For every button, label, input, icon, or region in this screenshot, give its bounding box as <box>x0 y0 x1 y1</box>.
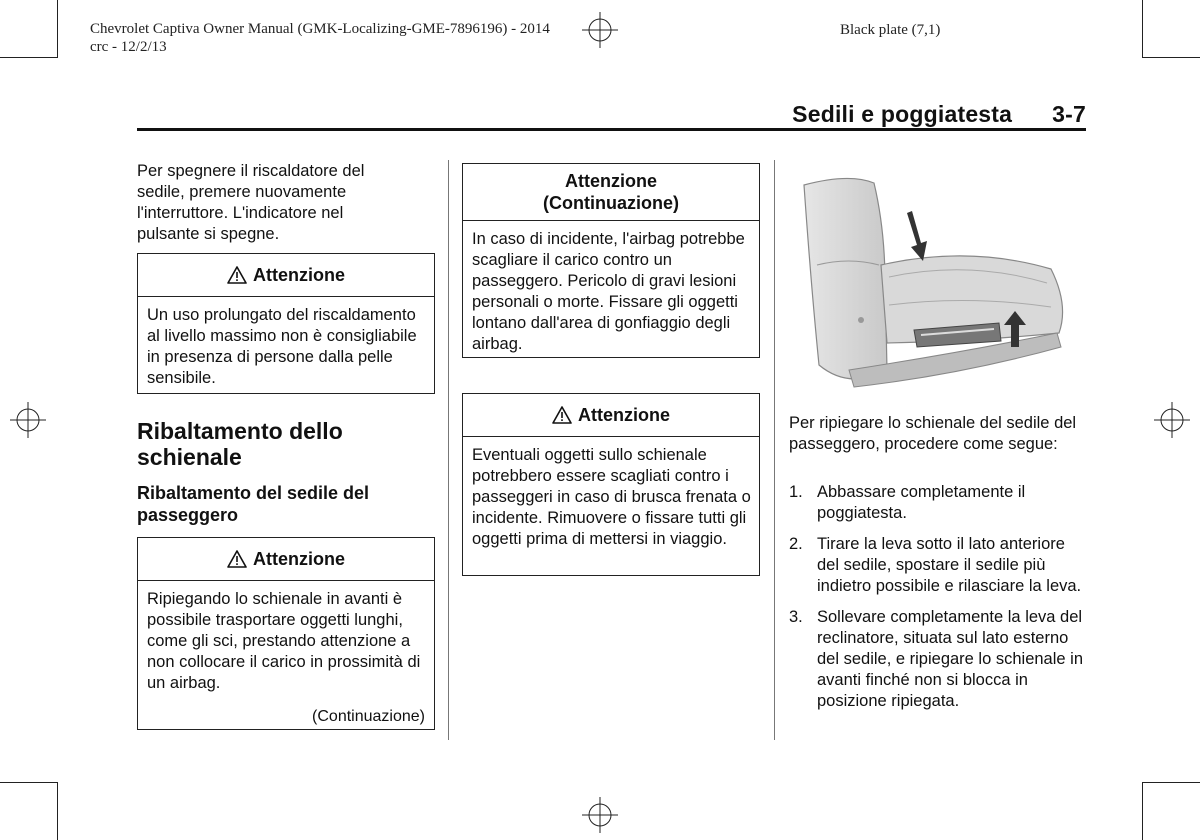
crop-mark <box>0 57 58 58</box>
section-header <box>792 101 1086 128</box>
subsection-heading-text: Ribaltamento del sedile del passeggero <box>137 483 370 525</box>
warning-heading: Attenzione <box>138 254 434 297</box>
print-header-date: crc - 12/2/13 <box>90 39 167 55</box>
list-item: 2. Tirare la leva sotto il lato anteriore del sedile, spostare il sedile più indietro possibile e rilasciare la leva. <box>789 535 1082 595</box>
instructions-intro: Per ripiegare lo schienale del sedile del passeggero, procedere come segue: <box>789 414 1077 453</box>
warning-triangle-icon <box>227 550 247 568</box>
crop-mark <box>1142 782 1143 840</box>
subsection-heading <box>137 482 427 526</box>
intro-paragraph: Per spegnere il riscaldatore del sedile, premere nuovamente l'interruttore. L'indicatore nel pulsante si spegne. <box>137 162 365 243</box>
crop-mark <box>0 782 58 783</box>
list-item: 3. Sollevare completamente la leva del reclinatore, situata sul lato esterno del sedile, e ripiegare lo schienale in avanti finché non si blocca in posizione ripiegata. <box>789 608 1083 710</box>
registration-mark-icon <box>8 400 48 440</box>
registration-mark-icon <box>580 10 620 50</box>
print-header-plate: Black plate (7,1) <box>840 22 941 38</box>
warning-heading: Attenzione (Continuazione) <box>463 164 759 221</box>
column-divider <box>774 160 775 740</box>
warning-body: Eventuali oggetti sullo schienale potrebbero essere scagliati contro i passeggeri in caso di brusca frenata o incidente. Rimuovere o fissare tutti gli oggetti prima di mettersi in viaggio. <box>472 446 751 548</box>
warning-heading: Attenzione <box>138 538 434 581</box>
warning-body: Ripiegando lo schienale in avanti è possibile trasportare oggetti lunghi, come gli sci, prestando attenzione a non collocare il carico in prossimità di un airbag. <box>147 590 421 692</box>
warning-box <box>137 253 435 394</box>
print-header-left <box>90 20 550 56</box>
column-divider <box>448 160 449 740</box>
crop-mark <box>1142 0 1143 58</box>
list-item: 1. Abbassare completamente il poggiatesta. <box>789 483 1026 522</box>
section-title: Sedili e poggiatesta <box>792 101 1013 127</box>
section-heading-text: Ribaltamento dello schienale <box>137 418 343 470</box>
crop-mark <box>57 0 58 58</box>
page-number: 3-7 <box>1052 101 1086 127</box>
crop-mark <box>1142 782 1200 783</box>
registration-mark-icon <box>1152 400 1192 440</box>
print-header-title: Chevrolet Captiva Owner Manual (GMK-Localizing-GME-7896196) - 2014 <box>90 21 550 37</box>
header-rule <box>137 128 1086 131</box>
warning-box <box>462 393 760 576</box>
registration-mark-icon <box>580 795 620 835</box>
warning-box-continued <box>462 163 760 358</box>
warning-body: In caso di incidente, l'airbag potrebbe scagliare il carico contro un passeggero. Pericolo di gravi lesioni personali o morte. Fissare gli oggetti lontano dall'area di gonfiaggio degli airbag. <box>472 230 745 353</box>
warning-triangle-icon <box>227 266 247 284</box>
crop-mark <box>1142 57 1200 58</box>
warning-triangle-icon <box>552 406 572 424</box>
instruction-steps <box>789 482 1089 722</box>
seat-lever-illustration <box>789 165 1086 395</box>
crop-mark <box>57 782 58 840</box>
section-heading <box>137 418 427 470</box>
warning-body: Un uso prolungato del riscaldamento al livello massimo non è consigliabile in presenza di persone dalla pelle sensibile. <box>147 306 417 387</box>
warning-heading: Attenzione <box>463 394 759 437</box>
continued-label: (Continuazione) <box>312 708 425 725</box>
warning-box <box>137 537 435 730</box>
